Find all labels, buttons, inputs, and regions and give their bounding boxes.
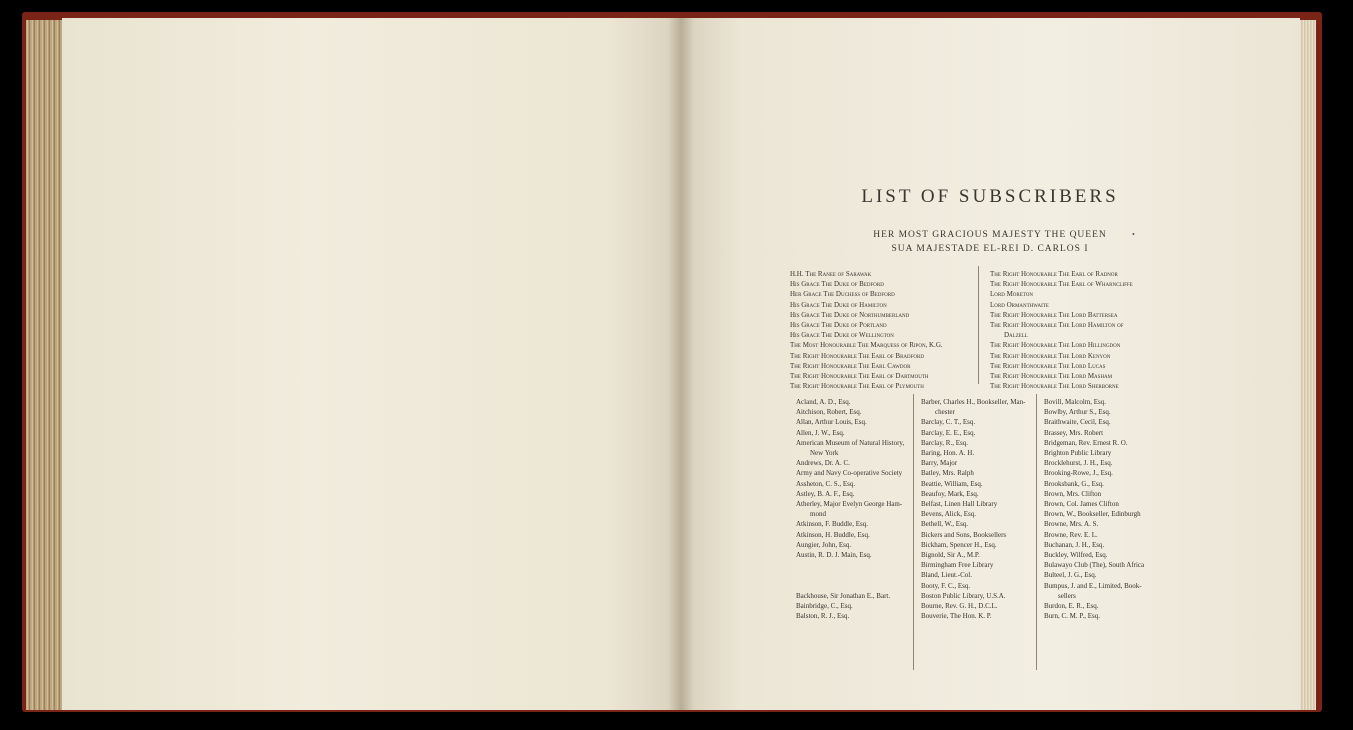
- subscriber-entry: Brocklehurst, J. H., Esq.: [1044, 459, 1113, 468]
- nobility-entry: The Right Honourable The Lord Hillingdon: [990, 341, 1121, 350]
- page-marker: •: [1132, 230, 1135, 239]
- subscriber-entry: Belfast, Linen Hall Library: [921, 500, 998, 509]
- subscriber-entry: Booty, F. C., Esq.: [921, 581, 971, 590]
- subscriber-entry: Brassey, Mrs. Robert: [1044, 428, 1104, 437]
- subscriber-entry: sellers: [1058, 591, 1076, 600]
- nobility-entry: Dalzell: [1004, 331, 1028, 340]
- subscriber-entry: mond: [810, 510, 826, 519]
- page-title: LIST OF SUBSCRIBERS: [861, 186, 1119, 207]
- subscribers-divider-2: [1036, 394, 1037, 670]
- nobility-right-column: [990, 269, 1133, 391]
- subscriber-entry: Buchanan, J. H., Esq.: [1044, 540, 1105, 549]
- subscriber-entry: Bumpus, J. and E., Limited, Book-: [1044, 581, 1142, 590]
- subscriber-entry: Bridgeman, Rev. Ernest R. O.: [1044, 438, 1128, 447]
- subscriber-entry: Backhouse, Sir Jonathan E., Bart.: [796, 591, 891, 600]
- subscriber-entry: New York: [810, 449, 839, 458]
- list-spacer: [796, 560, 904, 570]
- book-gutter: [668, 18, 694, 710]
- subscriber-entry: Atkinson, H. Buddle, Esq.: [796, 530, 870, 539]
- subscriber-entry: Barber, Charles H., Bookseller, Man-: [921, 398, 1026, 406]
- subscriber-entry: Allan, Arthur Louis, Esq.: [796, 418, 867, 427]
- nobility-entry: The Right Honourable The Lord Battersea: [990, 310, 1118, 319]
- nobility-entry: Lord Ormanthwaite: [990, 300, 1049, 309]
- subscriber-entry: Bainbridge, C., Esq.: [796, 602, 853, 611]
- nobility-entry: The Most Honourable The Marquess of Ripon, K.G.: [790, 341, 943, 350]
- nobility-entry: His Grace The Duke of Portland: [790, 321, 887, 330]
- nobility-entry: The Right Honourable The Lord Lucas: [990, 361, 1106, 370]
- subscriber-entry: Bickers and Sons, Booksellers: [921, 530, 1007, 539]
- subscriber-entry: Barclay, R., Esq.: [921, 438, 968, 447]
- nobility-entry: H.H. The Ranee of Sarawak: [790, 270, 872, 278]
- subscriber-entry: Bignold, Sir A., M.P.: [921, 551, 980, 560]
- subscriber-entry: Bickham, Spencer H., Esq.: [921, 540, 997, 549]
- subscriber-entry: Assheton, C. S., Esq.: [796, 479, 856, 488]
- nobility-entry: His Grace The Duke of Bedford: [790, 280, 884, 289]
- nobility-divider: [978, 266, 979, 384]
- list-spacer: [796, 581, 904, 591]
- subscriber-entry: Barclay, E. E., Esq.: [921, 428, 976, 437]
- subscriber-entry: Browne, Rev. E. L.: [1044, 530, 1098, 539]
- subscriber-entry: Allen, J. W., Esq.: [796, 428, 845, 437]
- subscriber-entry: American Museum of Natural History,: [796, 438, 905, 447]
- subscriber-entry: Boston Public Library, U.S.A.: [921, 591, 1006, 600]
- subscriber-entry: Atherley, Major Evelyn George Ham-: [796, 500, 903, 509]
- nobility-entry: The Right Honourable The Earl of Plymouth: [790, 382, 924, 391]
- subscriber-entry: Burdon, E. R., Esq.: [1044, 602, 1099, 611]
- subscriber-entry: Baring, Hon. A. H.: [921, 449, 975, 458]
- subscriber-entry: Birmingham Free Library: [921, 561, 994, 570]
- subscriber-entry: Bulteel, J. G., Esq.: [1044, 571, 1097, 580]
- subscriber-entry: Beaufoy, Mark, Esq.: [921, 489, 979, 498]
- nobility-entry: The Right Honourable The Earl of Bradford: [790, 351, 924, 360]
- subscriber-entry: chester: [935, 408, 955, 417]
- subscriber-entry: Aitchison, Robert, Esq.: [796, 408, 862, 417]
- subscriber-entry: Bland, Lieut.-Col.: [921, 571, 972, 580]
- subscriber-entry: Brooksbank, G., Esq.: [1044, 479, 1104, 488]
- subscriber-entry: Army and Navy Co-operative Society: [796, 469, 903, 478]
- subscriber-entry: Astley, B. A. F., Esq.: [796, 489, 855, 498]
- subscriber-entry: Brown, W., Bookseller, Edinburgh: [1044, 510, 1141, 519]
- nobility-entry: The Right Honourable The Lord Sherborne: [990, 382, 1119, 391]
- subscriber-entry: Barry, Major: [921, 459, 958, 468]
- subscriber-entry: Aungier, John, Esq.: [796, 540, 852, 549]
- nobility-entry: Lord Moreton: [990, 290, 1033, 299]
- nobility-entry: His Grace The Duke of Northumberland: [790, 310, 910, 319]
- subscriber-entry: Burn, C. M. P., Esq.: [1044, 612, 1101, 621]
- nobility-entry: The Right Honourable The Earl of Dartmouth: [790, 372, 929, 381]
- subscriber-entry: Bethell, W., Esq.: [921, 520, 969, 529]
- royal-line-king: SUA MAJESTADE EL-REI D. CARLOS I: [891, 244, 1089, 254]
- subscriber-entry: Bevens, Alick, Esq.: [921, 510, 977, 519]
- subscriber-entry: Buckley, Wilfred, Esq.: [1044, 551, 1108, 560]
- nobility-entry: The Right Honourable The Lord Kenyon: [990, 351, 1111, 360]
- nobility-entry: His Grace The Duke of Wellington: [790, 331, 894, 340]
- nobility-entry: The Right Honourable The Earl Cawdor: [790, 361, 911, 370]
- subscriber-entry: Brooking-Rowe, J., Esq.: [1044, 469, 1113, 478]
- subscriber-entry: Braithwaite, Cecil, Esq.: [1044, 418, 1111, 427]
- list-spacer: [796, 570, 904, 580]
- subscriber-entry: Andrews, Dr. A. C.: [796, 459, 850, 468]
- subscriber-entry: Acland, A. D., Esq.: [796, 398, 851, 406]
- subscriber-entry: Atkinson, F. Buddle, Esq.: [796, 520, 868, 529]
- subscriber-entry: Barclay, C. T., Esq.: [921, 418, 976, 427]
- nobility-entry: The Right Honourable The Earl of Wharncliffe: [990, 280, 1133, 289]
- left-page-blank: [62, 18, 680, 710]
- subscriber-entry: Bourne, Rev. G. H., D.C.L.: [921, 602, 998, 611]
- subscriber-entry: Beattie, William, Esq.: [921, 479, 983, 488]
- subscribers-column-3: [1044, 397, 1144, 621]
- nobility-left-column: [790, 269, 943, 391]
- subscriber-entry: Brown, Col. James Clifton: [1044, 500, 1119, 509]
- subscriber-entry: Brown, Mrs. Clifton: [1044, 489, 1102, 498]
- nobility-entry: The Right Honourable The Lord Masham: [990, 372, 1113, 381]
- subscriber-entry: Balston, R. J., Esq.: [796, 612, 850, 621]
- subscriber-entry: Brighton Public Library: [1044, 449, 1112, 458]
- nobility-entry: His Grace The Duke of Hamilton: [790, 300, 887, 309]
- nobility-entry: The Right Honourable The Lord Hamilton of: [990, 321, 1124, 330]
- subscriber-entry: Browne, Mrs. A. S.: [1044, 520, 1099, 529]
- subscribers-column-1: [796, 397, 904, 621]
- subscriber-entry: Austin, R. D. J. Main, Esq.: [796, 551, 872, 560]
- subscribers-column-2: [921, 397, 1025, 621]
- subscriber-entry: Bowlby, Arthur S., Esq.: [1044, 408, 1111, 417]
- subscriber-entry: Bouverie, The Hon. K. P.: [921, 612, 992, 621]
- nobility-entry: The Right Honourable The Earl of Radnor: [990, 270, 1118, 278]
- subscriber-entry: Batley, Mrs. Ralph: [921, 469, 974, 478]
- subscriber-entry: Bovill, Malcolm, Esq.: [1044, 398, 1107, 406]
- royal-line-queen: HER MOST GRACIOUS MAJESTY THE QUEEN: [873, 230, 1107, 240]
- nobility-entry: Her Grace The Duchess of Bedford: [790, 290, 895, 299]
- subscriber-entry: Bulawayo Club (The), South Africa: [1044, 561, 1145, 570]
- subscribers-divider-1: [913, 394, 914, 670]
